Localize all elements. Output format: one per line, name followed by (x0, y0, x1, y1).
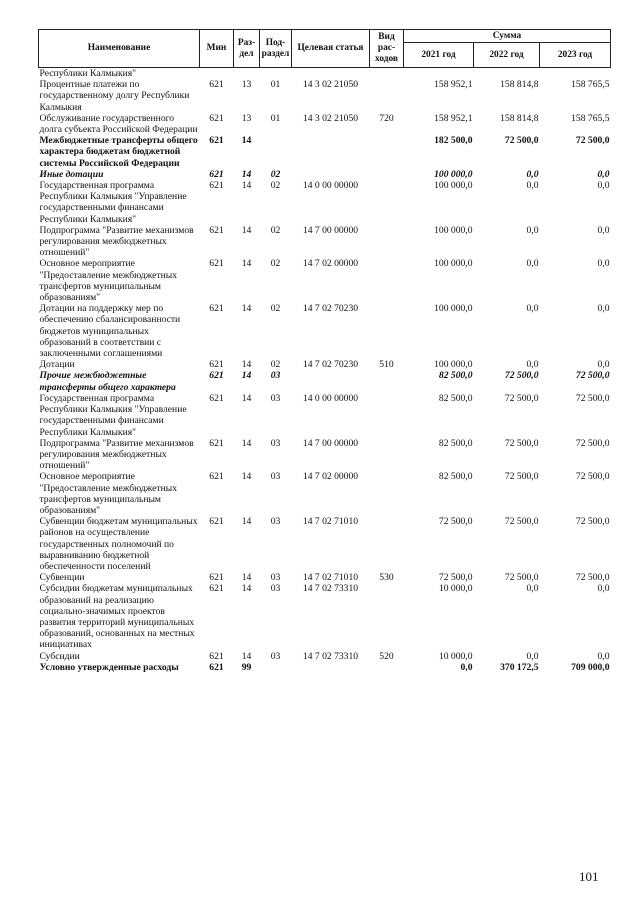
row-name: Подпрограмма "Развитие механизмов регулирования межбюджетных отношений" (39, 224, 194, 259)
budget-table (38, 29, 611, 673)
row-name: Субсидии бюджетам муниципальных образований на реализацию социально-значимых проектов развития территорий муниципальных образований, основанных на местных инициативах (39, 583, 195, 651)
row-sum-2021: 72 500,0 (438, 572, 473, 584)
row-sum-2022: 0,0 (526, 168, 539, 180)
row-sum-2022: 72 500,0 (504, 471, 539, 483)
row-sum-2021: 10 000,0 (438, 650, 473, 662)
header-min: Мин (200, 30, 234, 68)
row-target: 14 7 02 73310 (302, 583, 359, 595)
row-sum-2021: 82 500,0 (438, 437, 473, 449)
row-name: Республики Калмыкия" (39, 68, 137, 79)
row-sum-2021: 82 500,0 (438, 392, 473, 404)
table-row (39, 370, 611, 392)
row-vid (370, 370, 404, 392)
row-vid: 510 (379, 359, 394, 371)
row-podrazdel: 03 (270, 471, 281, 483)
row-sum-2023: 0,0 (597, 258, 610, 270)
row-name: Государственная программа Республики Калмыкия "Управление государственными финансами Республики Калмыкия" (39, 392, 187, 438)
row-razdel: 14 (241, 135, 252, 147)
page-number: 101 (579, 869, 599, 884)
row-name: Иные дотации (39, 168, 104, 180)
row-min: 621 (209, 180, 224, 192)
row-sum-2022: 158 814,8 (500, 112, 539, 124)
row-podrazdel: 01 (270, 79, 281, 91)
row-razdel: 14 (241, 303, 252, 315)
table-row (39, 438, 611, 472)
row-razdel: 14 (241, 224, 252, 236)
row-razdel: 14 (241, 471, 252, 483)
row-razdel: 14 (241, 392, 252, 404)
row-vid (370, 180, 404, 225)
row-sum-2022: 72 500,0 (504, 516, 539, 528)
row-min: 621 (209, 112, 224, 124)
row-sum-2022: 0,0 (526, 258, 539, 270)
table-row (39, 180, 611, 225)
row-sum-2022: 72 500,0 (504, 370, 539, 382)
row-podrazdel: 02 (270, 180, 281, 192)
row-name: Прочие межбюджетные трансферты общего характера (39, 370, 176, 393)
row-target: 14 7 00 00000 (302, 437, 359, 449)
row-name: Субвенции бюджетам муниципальных районов на осуществление государственных полномочий по выравниванию бюджетной обеспеченности поселений (39, 516, 198, 572)
row-name: Субсидии (39, 650, 80, 662)
row-sum-2023: 72 500,0 (575, 471, 610, 483)
row-sum-2023: 0,0 (597, 650, 610, 662)
row-target: 14 7 02 73310 (302, 650, 359, 662)
row-razdel: 13 (241, 112, 252, 124)
header-2023: 2023 год (540, 43, 611, 68)
row-sum-2022: 370 172,5 (500, 661, 539, 673)
row-target: 14 7 02 00000 (302, 471, 359, 483)
table-row (39, 583, 611, 650)
row-podrazdel: 02 (270, 303, 281, 315)
row-name: Основное мероприятие "Предоставление межбюджетных трансфертов муниципальным образованиям" (39, 471, 177, 516)
row-sum-2023: 0,0 (597, 583, 610, 595)
row-sum-2023: 72 500,0 (575, 572, 610, 584)
row-vid (370, 68, 404, 80)
row-sum-2021: 82 500,0 (438, 370, 473, 382)
header-razdel: Раз-дел (234, 30, 260, 68)
row-sum-2021: 182 500,0 (434, 135, 473, 147)
row-sum-2023: 72 500,0 (575, 392, 610, 404)
row-target: 14 7 02 70230 (302, 303, 359, 315)
row-vid (370, 393, 404, 438)
table-row (39, 68, 611, 80)
row-vid: 720 (379, 112, 394, 124)
row-target: 14 0 00 00000 (302, 180, 359, 192)
row-sum-2021: 72 500,0 (438, 516, 473, 528)
row-razdel: 14 (241, 180, 252, 192)
row-sum-2021 (404, 68, 474, 80)
row-vid (370, 225, 404, 259)
row-sum-2021: 82 500,0 (438, 471, 473, 483)
row-podrazdel: 03 (270, 370, 281, 382)
row-target (292, 169, 370, 180)
row-min: 621 (209, 661, 224, 673)
row-min: 621 (209, 303, 224, 315)
row-min: 621 (209, 224, 224, 236)
row-min: 621 (209, 572, 224, 584)
row-vid (370, 438, 404, 472)
row-min: 621 (209, 583, 224, 595)
row-name: Подпрограмма "Развитие механизмов регулирования межбюджетных отношений" (39, 437, 194, 472)
row-podrazdel: 02 (270, 168, 281, 180)
row-target: 14 7 02 71010 (302, 572, 359, 584)
table-row (39, 169, 611, 180)
row-name: Субвенции (39, 572, 85, 584)
row-name: Основное мероприятие "Предоставление межбюджетных трансфертов муниципальным образованиям" (39, 258, 177, 304)
row-vid (370, 303, 404, 359)
row-vid (370, 258, 404, 303)
row-vid (370, 516, 404, 572)
row-target (292, 135, 370, 169)
row-podrazdel: 02 (270, 359, 281, 371)
row-podrazdel (260, 68, 292, 80)
row-target: 14 7 02 71010 (302, 516, 359, 528)
row-sum-2021: 100 000,0 (434, 303, 473, 315)
row-name: Государственная программа Республики Калмыкия "Управление государственными финансами Республики Калмыкия" (39, 180, 187, 225)
row-razdel: 14 (241, 437, 252, 449)
header-2021: 2021 год (404, 43, 474, 68)
row-vid (370, 135, 404, 169)
row-sum-2023: 0,0 (597, 303, 610, 315)
row-target: 14 7 02 00000 (302, 258, 359, 270)
row-podrazdel: 03 (270, 650, 281, 662)
row-sum-2021: 158 952,1 (434, 79, 473, 91)
header-name: Наименование (39, 30, 200, 68)
row-vid (370, 471, 404, 516)
row-min: 621 (209, 258, 224, 270)
row-min: 621 (209, 359, 224, 371)
row-sum-2023: 0,0 (597, 180, 610, 192)
table-row (39, 662, 611, 673)
row-sum-2022: 0,0 (526, 359, 539, 371)
row-sum-2022: 72 500,0 (504, 392, 539, 404)
row-vid: 530 (379, 572, 394, 584)
row-razdel: 14 (241, 258, 252, 270)
row-podrazdel: 02 (270, 258, 281, 270)
row-razdel (234, 68, 260, 80)
row-sum-2023: 0,0 (597, 168, 610, 180)
row-podrazdel: 03 (270, 392, 281, 404)
row-vid: 520 (379, 650, 394, 662)
row-podrazdel: 01 (270, 112, 281, 124)
row-min: 621 (209, 437, 224, 449)
table-row (39, 258, 611, 303)
row-razdel: 99 (241, 661, 252, 673)
row-razdel: 14 (241, 572, 252, 584)
row-podrazdel: 03 (270, 583, 281, 595)
row-name: Обслуживание государственного долга субъекта Российской Федерации (39, 112, 198, 136)
row-target: 14 7 00 00000 (302, 224, 359, 236)
row-sum-2022: 0,0 (526, 180, 539, 192)
row-sum-2021: 0,0 (460, 661, 473, 673)
header-vid: Вид рас-ходов (370, 30, 404, 68)
row-target: 14 3 02 21050 (302, 112, 359, 124)
row-name: Условно утвержденные расходы (39, 661, 179, 673)
row-razdel: 14 (241, 650, 252, 662)
row-sum-2023: 709 000,0 (571, 661, 610, 673)
row-name: Процентные платежи по государственному долгу Республики Калмыкия (39, 79, 190, 113)
row-podrazdel: 03 (270, 516, 281, 528)
row-razdel: 14 (241, 370, 252, 382)
row-sum-2021: 100 000,0 (434, 359, 473, 371)
row-sum-2022: 0,0 (526, 583, 539, 595)
row-sum-2023: 72 500,0 (575, 135, 610, 147)
row-min: 621 (209, 471, 224, 483)
row-min: 621 (209, 392, 224, 404)
row-sum-2023: 0,0 (597, 359, 610, 371)
row-sum-2023: 72 500,0 (575, 437, 610, 449)
row-podrazdel (260, 135, 292, 169)
row-sum-2022: 0,0 (526, 650, 539, 662)
row-sum-2023: 72 500,0 (575, 516, 610, 528)
row-target (292, 370, 370, 392)
row-sum-2021: 158 952,1 (434, 112, 473, 124)
row-sum-2023: 158 765,5 (571, 79, 610, 91)
row-razdel: 14 (241, 516, 252, 528)
row-razdel: 14 (241, 168, 252, 180)
row-min: 621 (209, 650, 224, 662)
row-razdel: 13 (241, 79, 252, 91)
row-name: Межбюджетные трансферты общего характера бюджетам бюджетной системы Российской Федерации (39, 135, 198, 169)
row-sum-2021: 100 000,0 (434, 258, 473, 270)
row-name: Дотации (39, 359, 75, 371)
table-row (39, 471, 611, 516)
table-header (39, 30, 611, 68)
header-podrazdel: Под-раздел (260, 30, 292, 68)
table-row (39, 393, 611, 438)
row-razdel: 14 (241, 359, 252, 371)
row-min: 621 (209, 135, 224, 147)
row-podrazdel: 03 (270, 437, 281, 449)
table-row (39, 303, 611, 359)
row-sum-2021: 100 000,0 (434, 168, 473, 180)
table-row (39, 135, 611, 169)
row-vid (370, 169, 404, 180)
row-sum-2023: 0,0 (597, 224, 610, 236)
row-podrazdel (260, 662, 292, 673)
row-name: Дотации на поддержку мер по обеспечению сбалансированности бюджетов муниципальных образований в соответствии с заключенными соглашениями (39, 303, 181, 360)
header-2022: 2022 год (474, 43, 540, 68)
row-vid (370, 79, 404, 113)
row-min: 621 (209, 516, 224, 528)
table-row (39, 225, 611, 259)
table-row (39, 572, 611, 583)
row-target (292, 68, 370, 80)
row-sum-2022: 0,0 (526, 224, 539, 236)
row-target: 14 3 02 21050 (302, 79, 359, 91)
row-target (292, 662, 370, 673)
table-row (39, 651, 611, 662)
row-sum-2022: 72 500,0 (504, 572, 539, 584)
row-sum-2023 (540, 68, 611, 80)
row-sum-2022: 158 814,8 (500, 79, 539, 91)
row-vid (370, 583, 404, 650)
row-vid (370, 662, 404, 673)
table-body (39, 68, 611, 673)
row-sum-2021: 10 000,0 (438, 583, 473, 595)
row-min: 621 (209, 168, 224, 180)
table-row (39, 79, 611, 113)
row-min (200, 68, 234, 80)
row-sum-2021: 100 000,0 (434, 180, 473, 192)
table-row (39, 359, 611, 370)
row-target: 14 0 00 00000 (302, 392, 359, 404)
row-sum-2022: 72 500,0 (504, 437, 539, 449)
row-podrazdel: 02 (270, 224, 281, 236)
header-summa: Сумма (404, 30, 611, 43)
row-sum-2023: 72 500,0 (575, 370, 610, 382)
row-razdel: 14 (241, 583, 252, 595)
row-sum-2023: 158 765,5 (571, 112, 610, 124)
table-row (39, 516, 611, 572)
row-min: 621 (209, 79, 224, 91)
row-podrazdel: 03 (270, 572, 281, 584)
row-sum-2021: 100 000,0 (434, 224, 473, 236)
table-row (39, 113, 611, 135)
row-sum-2022: 72 500,0 (504, 135, 539, 147)
header-target: Целевая статья (292, 30, 370, 68)
row-min: 621 (209, 370, 224, 382)
row-sum-2022: 0,0 (526, 303, 539, 315)
row-target: 14 7 02 70230 (302, 359, 359, 371)
row-sum-2022 (474, 68, 540, 80)
